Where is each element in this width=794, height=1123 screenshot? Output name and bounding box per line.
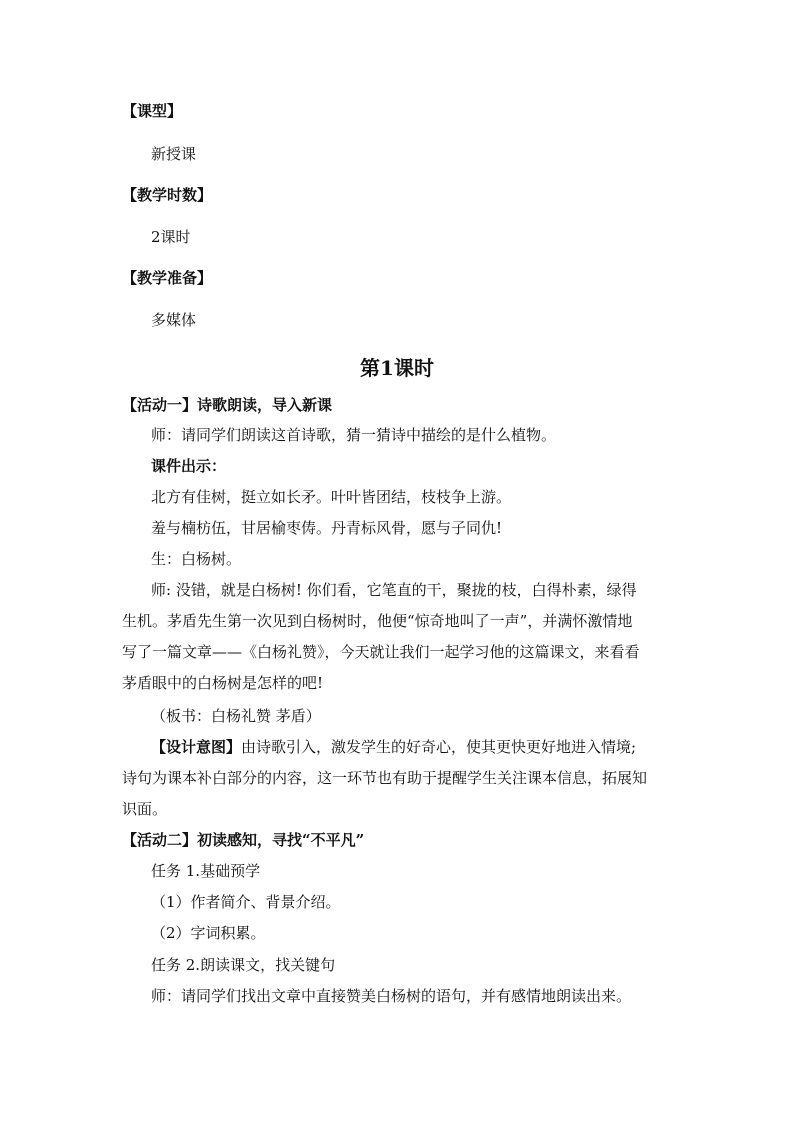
poem-line-2: 羞与楠枋伍，甘居榆枣俦。丹青标风骨，愿与子同仇!: [151, 519, 503, 537]
design-intent: [151, 737, 636, 757]
student-answer: 生：白杨树。: [151, 550, 242, 568]
course-type-value: 新授课: [151, 145, 197, 163]
task-1: 任务 1.基础预学: [151, 862, 261, 880]
teacher-response-line: 茅盾眼中的白杨树是怎样的吧!: [122, 674, 324, 692]
teaching-hours-value: 2课时: [151, 228, 191, 246]
poem-line-1: 北方有佳树，挺立如长矛。叶叶皆团结，枝枝争上游。: [151, 488, 512, 506]
activity1-heading: 【活动一】诗歌朗读，导入新课: [122, 396, 333, 414]
lesson-title: 第1课时: [360, 356, 434, 380]
design-intent-text: 由诗歌引入，激发学生的好奇心，使其更快更好地进入情境;: [241, 738, 637, 756]
task-1-item-1: （1）作者简介、背景介绍。: [151, 893, 341, 911]
preparation-heading: 【教学准备】: [122, 269, 213, 287]
teacher-response-line: 师: 没错，就是白杨树! 你们看，它笔直的干，聚拢的枝，白得朴素，绿得: [151, 581, 637, 599]
board-note: （板书：白杨礼赞 茅盾）: [151, 707, 321, 725]
task-1-item-2: （2）字词积累。: [151, 924, 266, 942]
teacher-response-line: 写了一篇文章——《白杨礼赞》，今天就让我们一起学习他的这篇课文，来看看: [122, 643, 640, 661]
activity1-teacher-prompt: 师：请同学们朗读这首诗歌，猜一猜诗中描绘的是什么植物。: [151, 426, 557, 444]
teacher-response-line: 生机。茅盾先生第一次见到白杨树时，他便“惊奇地叫了一声”，并满怀激情地: [122, 612, 633, 630]
design-intent-line: 诗句为课本补白部分的内容，这一环节也有助于提醒学生关注课本信息，拓展知: [122, 769, 648, 787]
preparation-value: 多媒体: [151, 311, 197, 329]
course-type-heading: 【课型】: [122, 102, 183, 120]
design-intent-line: 识面。: [122, 800, 168, 818]
courseware-label: 课件出示：: [151, 457, 227, 475]
activity2-teacher-prompt: 师：请同学们找出文章中直接赞美白杨树的语句，并有感情地朗读出来。: [151, 987, 632, 1005]
teaching-hours-heading: 【教学时数】: [122, 186, 213, 204]
task-2: 任务 2.朗读课文，找关键句: [151, 956, 336, 974]
design-intent-label: 【设计意图】: [151, 738, 242, 756]
activity2-heading: 【活动二】初读感知，寻找“不平凡”: [122, 831, 365, 849]
